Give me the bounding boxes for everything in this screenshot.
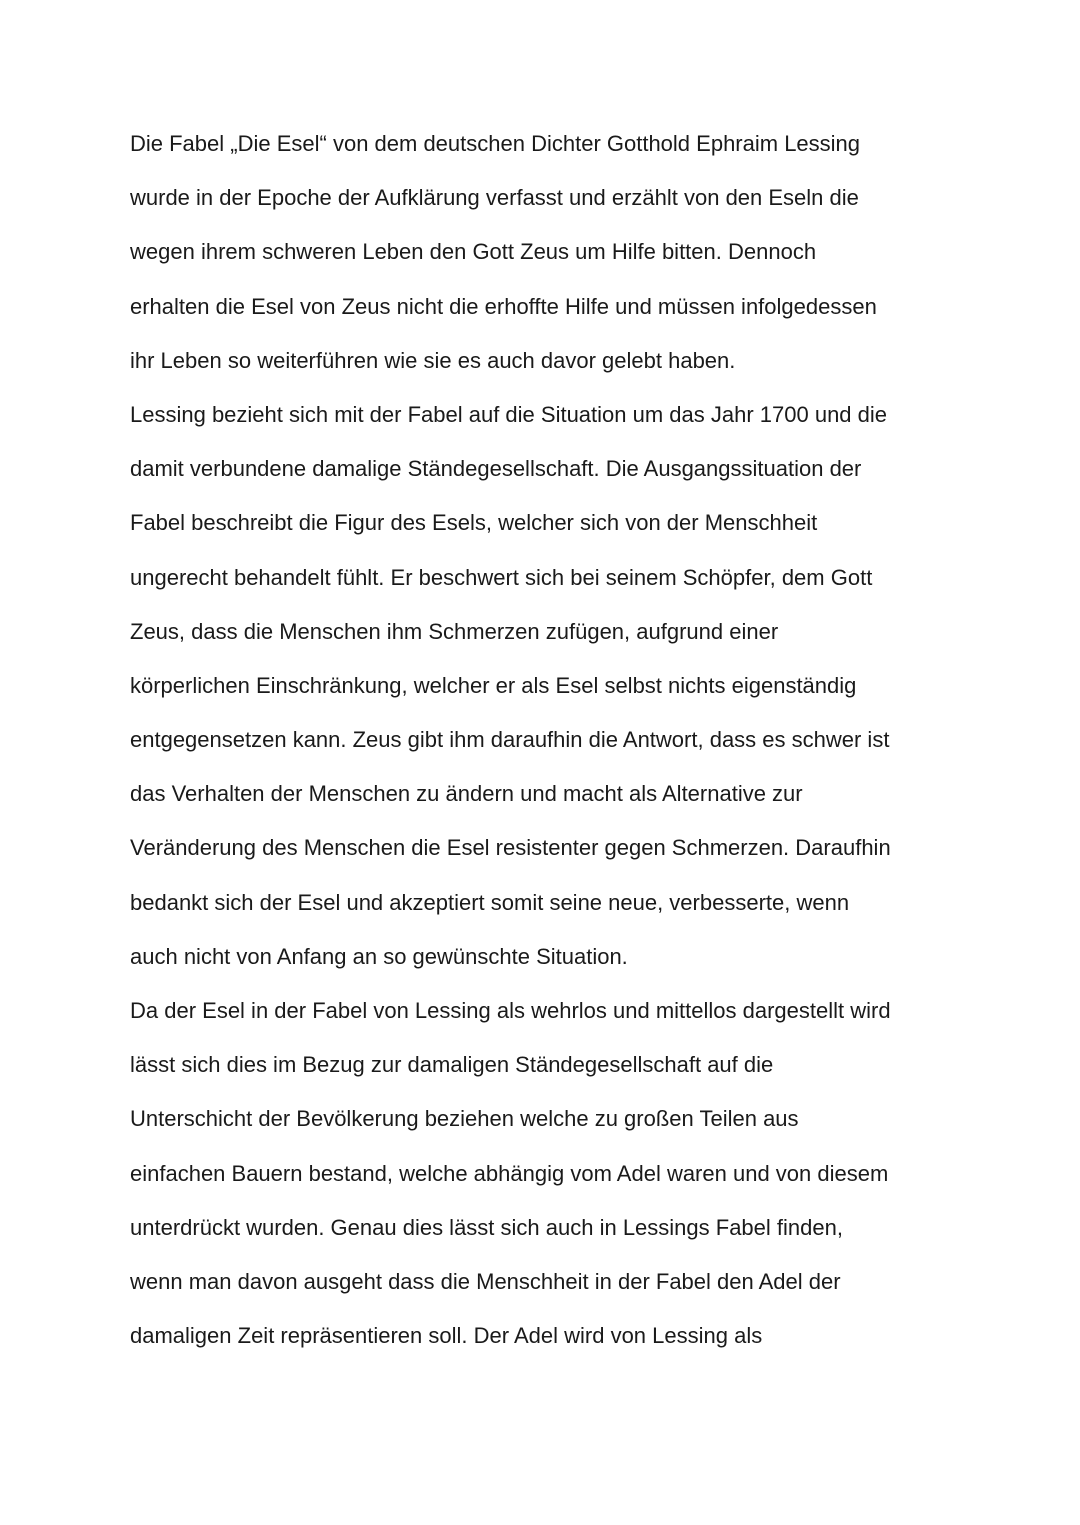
text-line: Zeus, dass die Menschen ihm Schmerzen zufügen, aufgrund einer: [130, 618, 779, 644]
text-line: einfachen Bauern bestand, welche abhängig vom Adel waren und von diesem: [130, 1160, 889, 1186]
text-line: Da der Esel in der Fabel von Lessing als wehrlos und mittellos dargestellt wird: [130, 998, 891, 1023]
text-line: Die Fabel „Die Esel“ von dem deutschen Dichter Gotthold Ephraim Lessing: [130, 131, 861, 156]
text-line: unterdrückt wurden. Genau dies lässt sich auch in Lessings Fabel finden,: [130, 1214, 843, 1240]
text-line: lässt sich dies im Bezug zur damaligen Ständegesellschaft auf die: [130, 1052, 774, 1078]
text-line: wegen ihrem schweren Leben den Gott Zeus um Hilfe bitten. Dennoch: [130, 239, 817, 265]
text-line: entgegensetzen kann. Zeus gibt ihm daraufhin die Antwort, dass es schwer ist: [130, 727, 890, 753]
text-line: Unterschicht der Bevölkerung beziehen welche zu großen Teilen aus: [130, 1106, 799, 1132]
text-line: damaligen Zeit repräsentieren soll. Der Adel wird von Lessing als: [130, 1323, 763, 1349]
text-line: Veränderung des Menschen die Esel resistenter gegen Schmerzen. Daraufhin: [130, 835, 891, 861]
text-line: Lessing bezieht sich mit der Fabel auf die Situation um das Jahr 1700 und die: [130, 401, 888, 427]
text-line: Fabel beschreibt die Figur des Esels, welcher sich von der Menschheit: [130, 510, 818, 536]
text-line: körperlichen Einschränkung, welcher er als Esel selbst nichts eigenständig: [130, 672, 857, 698]
text-line: wurde in der Epoche der Aufklärung verfasst und erzählt von den Eseln die: [130, 185, 859, 211]
text-line: das Verhalten der Menschen zu ändern und macht als Alternative zur: [130, 781, 803, 807]
text-line: ungerecht behandelt fühlt. Er beschwert sich bei seinem Schöpfer, dem Gott: [130, 564, 873, 590]
essay-text: [130, 117, 990, 1363]
text-line: damit verbundene damalige Ständegesellschaft. Die Ausgangssituation der: [130, 456, 862, 482]
text-line: auch nicht von Anfang an so gewünschte Situation.: [130, 943, 628, 969]
text-line: wenn man davon ausgeht dass die Menschheit in der Fabel den Adel der: [130, 1268, 841, 1294]
text-line: erhalten die Esel von Zeus nicht die erhoffte Hilfe und müssen infolgedessen: [130, 293, 877, 319]
text-line: ihr Leben so weiterführen wie sie es auch davor gelebt haben.: [130, 347, 736, 373]
text-line: bedankt sich der Esel und akzeptiert somit seine neue, verbesserte, wenn: [130, 889, 850, 915]
